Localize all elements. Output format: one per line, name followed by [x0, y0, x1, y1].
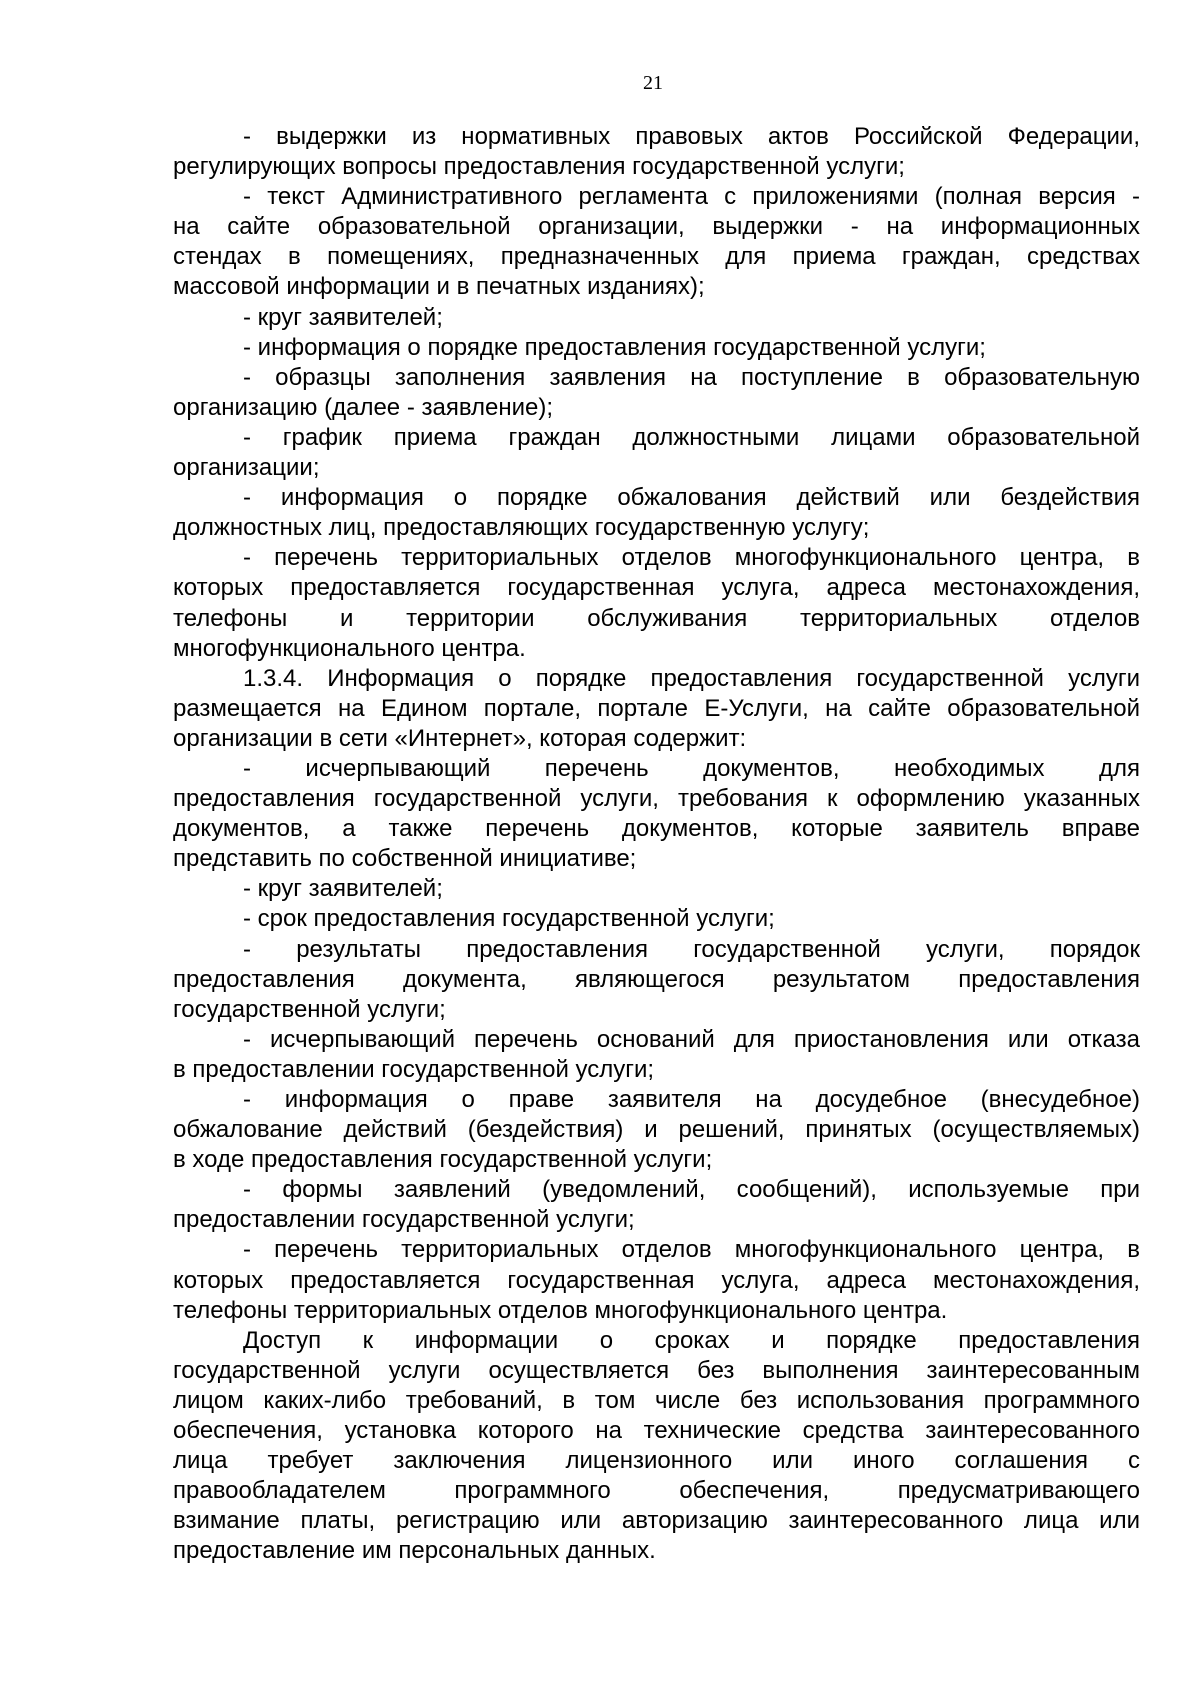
text-line: телефоны и территории обслуживания территориальных отделов [173, 604, 1140, 632]
text-line: которых предоставляется государственная услуга, адреса местонахождения, [173, 574, 1140, 602]
text-line: взимание платы, регистрацию или авторизацию заинтересованного лица или [173, 1507, 1140, 1535]
text-line: государственной услуги; [173, 995, 446, 1023]
text-line: организацию (далее - заявление); [173, 393, 554, 421]
paragraph [173, 333, 1140, 363]
text-line: лица требует заключения лицензионного или иного соглашения с [173, 1447, 1140, 1475]
text-line: - формы заявлений (уведомлений, сообщений), используемые при [243, 1176, 1140, 1204]
document-body [173, 122, 1140, 1567]
paragraph [173, 874, 1140, 904]
paragraph [173, 363, 1140, 423]
text-line: стендах в помещениях, предназначенных для приема граждан, средствах [173, 243, 1140, 271]
paragraph [173, 182, 1140, 302]
text-line: организации в сети «Интернет», которая содержит: [173, 724, 747, 752]
text-line: в предоставлении государственной услуги; [173, 1055, 655, 1083]
text-line: лицом каких-либо требований, в том числе без использования программного [173, 1386, 1140, 1414]
text-line: документов, а также перечень документов, которые заявитель вправе [173, 815, 1140, 843]
text-line: которых предоставляется государственная услуга, адреса местонахождения, [173, 1266, 1140, 1294]
text-line: обеспечения, установка которого на технические средства заинтересованного [173, 1417, 1140, 1445]
paragraph [173, 1326, 1140, 1567]
text-line: предоставление им персональных данных. [173, 1537, 656, 1565]
text-line: многофункционального центра. [173, 634, 526, 662]
paragraph [173, 754, 1140, 874]
text-line: - выдержки из нормативных правовых актов Российской Федерации, [243, 123, 1140, 150]
text-line: - исчерпывающий перечень документов, необходимых для [243, 754, 1140, 782]
paragraph [173, 664, 1140, 754]
text-line: предоставления государственной услуги, требования к оформлению указанных [173, 785, 1140, 813]
text-line: регулирующих вопросы предоставления государственной услуги; [173, 153, 905, 181]
paragraph [173, 935, 1140, 1025]
text-line: - круг заявителей; [243, 303, 443, 331]
text-line: 1.3.4. Информация о порядке предоставления государственной услуги [243, 664, 1140, 692]
text-line: - текст Административного регламента с приложениями (полная версия - [243, 183, 1140, 211]
text-line: Доступ к информации о сроках и порядке предоставления [243, 1326, 1140, 1354]
text-line: обжалование действий (бездействия) и решений, принятых (осуществляемых) [173, 1116, 1140, 1144]
paragraph [173, 1025, 1140, 1085]
text-line: предоставления документа, являющегося результатом предоставления [173, 965, 1140, 993]
paragraph [173, 1235, 1140, 1325]
text-line: телефоны территориальных отделов многофункционального центра. [173, 1296, 948, 1324]
paragraph [173, 543, 1140, 663]
text-line: - образцы заполнения заявления на поступление в образовательную [243, 363, 1140, 391]
text-line: - исчерпывающий перечень оснований для приостановления или отказа [243, 1025, 1140, 1053]
paragraph [173, 1175, 1140, 1235]
text-line: - информация о порядке обжалования действий или бездействия [243, 484, 1140, 512]
text-line: размещается на Едином портале, портале Е-Услуги, на сайте образовательной [173, 694, 1140, 722]
text-line: - график приема граждан должностными лицами образовательной [243, 423, 1140, 451]
text-line: - круг заявителей; [243, 875, 443, 903]
paragraph [173, 122, 1140, 182]
text-line: - результаты предоставления государственной услуги, порядок [243, 935, 1140, 963]
text-line: в ходе предоставления государственной услуги; [173, 1146, 713, 1174]
text-line: должностных лиц, предоставляющих государственную услугу; [173, 514, 870, 542]
paragraph [173, 483, 1140, 543]
text-line: - перечень территориальных отделов многофункционального центра, в [243, 1236, 1140, 1264]
text-line: на сайте образовательной организации, выдержки - на информационных [173, 213, 1140, 241]
text-line: - информация о праве заявителя на досудебное (внесудебное) [243, 1086, 1140, 1113]
text-line: - перечень территориальных отделов многофункционального центра, в [243, 544, 1140, 572]
text-line: правообладателем программного обеспечения, предусматривающего [173, 1477, 1140, 1505]
text-line: организации; [173, 454, 320, 482]
paragraph [173, 303, 1140, 333]
text-line: государственной услуги осуществляется без выполнения заинтересованным [173, 1356, 1140, 1384]
paragraph [173, 423, 1140, 483]
text-line: - информация о порядке предоставления государственной услуги; [243, 333, 986, 361]
text-line: - срок предоставления государственной услуги; [243, 905, 775, 933]
paragraph [173, 904, 1140, 934]
text-line: представить по собственной инициативе; [173, 845, 637, 873]
text-line: массовой информации и в печатных изданиях); [173, 273, 705, 301]
page-number: 21 [643, 72, 663, 94]
paragraph [173, 1085, 1140, 1175]
text-line: предоставлении государственной услуги; [173, 1206, 635, 1234]
